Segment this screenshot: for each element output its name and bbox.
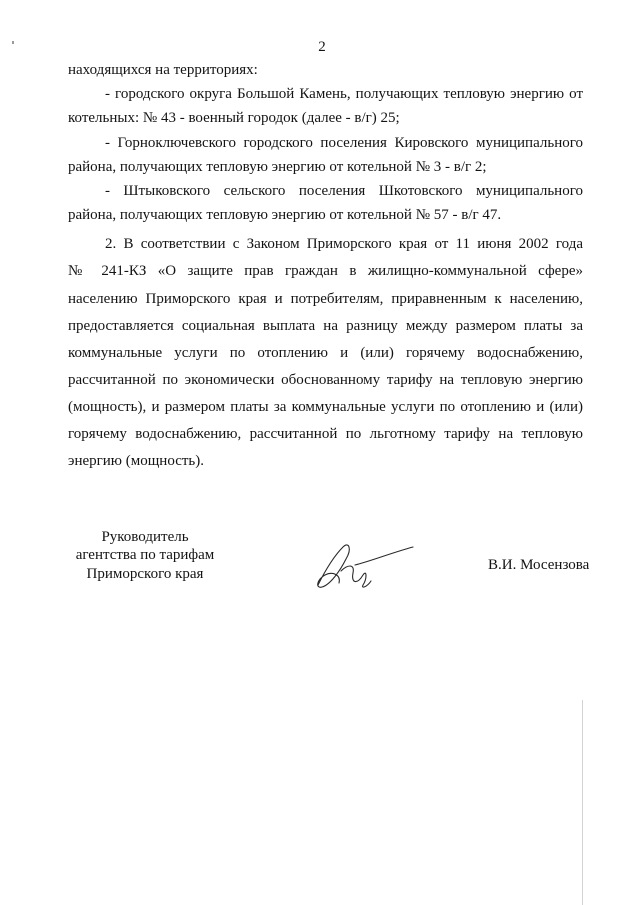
signatory-position-line: агентства по тарифам bbox=[75, 547, 215, 564]
signature-stroke bbox=[355, 547, 413, 565]
text-line: горячему водоснабжению, рассчитанной по льготному тарифу на тепловую bbox=[68, 426, 583, 443]
text-line: рассчитанной по экономически обоснованному тарифу на тепловую энергию bbox=[68, 371, 583, 388]
page-number: 2 bbox=[318, 39, 326, 55]
signatory-name: В.И. Мосензова bbox=[488, 557, 590, 573]
signature-stroke bbox=[341, 566, 371, 587]
text-line: - Штыковского сельского поселения Шкотовского муниципального bbox=[105, 183, 583, 200]
signatory-position-line: Руководитель bbox=[101, 528, 189, 545]
territory-list bbox=[68, 58, 583, 227]
handwritten-signature bbox=[305, 535, 425, 595]
text-line: № 241-КЗ «О защите прав граждан в жилищно-коммунальной сфере» bbox=[68, 263, 583, 280]
text-line: коммунальные услуги по отоплению и (или) горячему водоснабжению, bbox=[68, 344, 583, 361]
text-line: - городского округа Большой Камень, получающих тепловую энергию от bbox=[105, 86, 583, 103]
text-line: 2. В соответствии с Законом Приморского края от 11 июня 2002 года bbox=[105, 236, 583, 253]
text-line: предоставляется социальная выплата на разницу между размером платы за bbox=[68, 317, 583, 334]
text-line: района, получающих тепловую энергию от котельной № 3 - в/г 2; bbox=[68, 158, 487, 175]
text-line: котельных: № 43 - военный городок (далее - в/г) 25; bbox=[68, 110, 400, 127]
text-line: района, получающих тепловую энергию от котельной № 57 - в/г 47. bbox=[68, 207, 502, 224]
scan-artifact-line bbox=[582, 700, 583, 905]
clause-2-paragraph bbox=[68, 231, 583, 475]
text-line: населению Приморского края и потребителям, приравненным к населению, bbox=[68, 290, 583, 307]
text-line: (мощность), и размером платы за коммунальные услуги по отоплению и (или) bbox=[68, 398, 583, 415]
signature-stroke bbox=[318, 545, 350, 587]
signatory-position bbox=[70, 528, 220, 584]
scan-artifact-dot bbox=[12, 41, 14, 44]
signatory-position-line: Приморского края bbox=[86, 565, 204, 582]
text-line: находящихся на территориях: bbox=[68, 62, 258, 78]
text-line: - Горноключевского городского поселения Кировского муниципального bbox=[105, 134, 583, 151]
text-line: энергию (мощность). bbox=[68, 453, 204, 470]
